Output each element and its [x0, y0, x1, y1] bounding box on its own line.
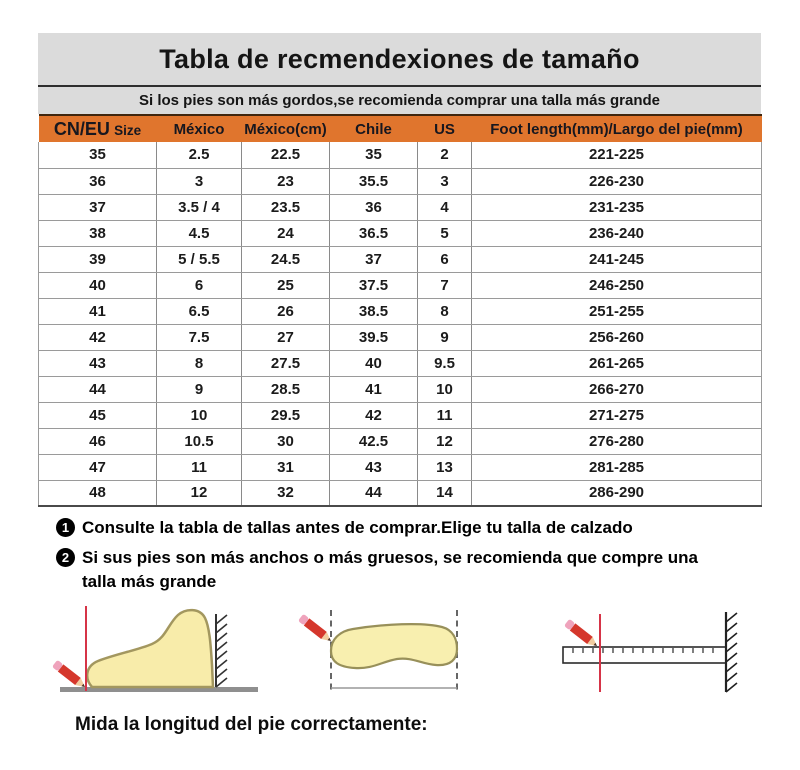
- table-row: [39, 142, 762, 168]
- table-cell: 37: [39, 194, 157, 220]
- wall-hatch-icon: [726, 612, 737, 692]
- table-cell: 2.5: [157, 142, 242, 168]
- table-cell: 281-285: [472, 454, 762, 480]
- table-cell: 14: [418, 480, 472, 506]
- table-cell: 8: [418, 298, 472, 324]
- table-cell: 2: [418, 142, 472, 168]
- table-cell: 35.5: [330, 168, 418, 194]
- subtitle-band: [38, 87, 761, 114]
- table-row: [39, 376, 762, 402]
- header-chile: Chile: [330, 115, 418, 142]
- table-cell: 11: [157, 454, 242, 480]
- ruler: [563, 647, 726, 663]
- size-table-body: [39, 142, 762, 506]
- table-cell: 6: [418, 246, 472, 272]
- header-mexico-cm: México(cm): [242, 115, 330, 142]
- table-cell: 27.5: [242, 350, 330, 376]
- table-cell: 22.5: [242, 142, 330, 168]
- page-title: Tabla de recmendexiones de tamaño: [159, 43, 640, 74]
- table-row: [39, 168, 762, 194]
- table-cell: 37.5: [330, 272, 418, 298]
- table-cell: 3.5 / 4: [157, 194, 242, 220]
- table-row: [39, 350, 762, 376]
- table-row: [39, 298, 762, 324]
- table-cell: 23: [242, 168, 330, 194]
- table-cell: 23.5: [242, 194, 330, 220]
- notes-section: [56, 516, 761, 594]
- table-row: [39, 272, 762, 298]
- table-cell: 9.5: [418, 350, 472, 376]
- table-cell: 32: [242, 480, 330, 506]
- table-cell: 39.5: [330, 324, 418, 350]
- table-cell: 11: [418, 402, 472, 428]
- table-row: [39, 246, 762, 272]
- foot-shape: [87, 610, 213, 687]
- table-cell: 246-250: [472, 272, 762, 298]
- pencil-icon: [298, 614, 334, 645]
- table-cell: 7: [418, 272, 472, 298]
- header-us: US: [418, 115, 472, 142]
- table-cell: 35: [330, 142, 418, 168]
- measurement-illustrations: [38, 600, 761, 704]
- table-cell: 30: [242, 428, 330, 454]
- table-cell: 241-245: [472, 246, 762, 272]
- table-cell: 43: [39, 350, 157, 376]
- size-table: [38, 114, 762, 507]
- table-cell: 41: [39, 298, 157, 324]
- table-cell: 43: [330, 454, 418, 480]
- table-cell: 31: [242, 454, 330, 480]
- table-cell: 42.5: [330, 428, 418, 454]
- table-cell: 12: [418, 428, 472, 454]
- table-cell: 3: [157, 168, 242, 194]
- table-cell: 44: [39, 376, 157, 402]
- table-cell: 24.5: [242, 246, 330, 272]
- table-cell: 231-235: [472, 194, 762, 220]
- table-cell: 24: [242, 220, 330, 246]
- table-cell: 29.5: [242, 402, 330, 428]
- header-cn-eu-size: CN/EU Size: [39, 115, 157, 142]
- table-cell: 35: [39, 142, 157, 168]
- table-cell: 37: [330, 246, 418, 272]
- table-row: [39, 454, 762, 480]
- table-cell: 27: [242, 324, 330, 350]
- table-row: [39, 480, 762, 506]
- table-cell: 46: [39, 428, 157, 454]
- ruler-illustration: [543, 600, 767, 702]
- foot-sole-illustration: [285, 600, 485, 702]
- table-cell: 47: [39, 454, 157, 480]
- title-band: [38, 33, 761, 85]
- note-1-text: Consulte la tabla de tallas antes de comprar.Elige tu talla de calzado: [82, 518, 633, 537]
- table-cell: 39: [39, 246, 157, 272]
- table-cell: 7.5: [157, 324, 242, 350]
- table-cell: 261-265: [472, 350, 762, 376]
- table-cell: 6: [157, 272, 242, 298]
- table-cell: 10: [157, 402, 242, 428]
- table-cell: 28.5: [242, 376, 330, 402]
- table-cell: 6.5: [157, 298, 242, 324]
- note-2-text: Si sus pies son más anchos o más gruesos, se recomienda que compre una talla más grande: [82, 548, 698, 591]
- table-cell: 4: [418, 194, 472, 220]
- table-header-row: [39, 115, 762, 142]
- table-cell: 251-255: [472, 298, 762, 324]
- note-2-number-icon: 2: [56, 548, 75, 567]
- header-foot-length: Foot length(mm)/Largo del pie(mm): [472, 115, 762, 142]
- table-cell: 42: [39, 324, 157, 350]
- table-cell: 12: [157, 480, 242, 506]
- table-cell: 42: [330, 402, 418, 428]
- pencil-icon: [52, 660, 88, 691]
- table-cell: 4.5: [157, 220, 242, 246]
- table-cell: 38: [39, 220, 157, 246]
- table-cell: 48: [39, 480, 157, 506]
- foot-side-illustration: [46, 600, 268, 702]
- wall-hatch-icon: [216, 614, 227, 687]
- table-cell: 9: [418, 324, 472, 350]
- table-cell: 25: [242, 272, 330, 298]
- table-cell: 5: [418, 220, 472, 246]
- table-row: [39, 402, 762, 428]
- table-cell: 44: [330, 480, 418, 506]
- table-cell: 266-270: [472, 376, 762, 402]
- table-row: [39, 324, 762, 350]
- table-cell: 36: [39, 168, 157, 194]
- note-2: [56, 546, 761, 594]
- table-cell: 221-225: [472, 142, 762, 168]
- table-cell: 45: [39, 402, 157, 428]
- table-cell: 41: [330, 376, 418, 402]
- table-cell: 3: [418, 168, 472, 194]
- table-cell: 36: [330, 194, 418, 220]
- table-cell: 36.5: [330, 220, 418, 246]
- table-cell: 226-230: [472, 168, 762, 194]
- table-cell: 38.5: [330, 298, 418, 324]
- table-row: [39, 428, 762, 454]
- table-row: [39, 220, 762, 246]
- table-cell: 236-240: [472, 220, 762, 246]
- table-cell: 5 / 5.5: [157, 246, 242, 272]
- table-cell: 40: [330, 350, 418, 376]
- pencil-icon: [564, 619, 600, 650]
- table-cell: 256-260: [472, 324, 762, 350]
- table-cell: 271-275: [472, 402, 762, 428]
- table-cell: 8: [157, 350, 242, 376]
- table-cell: 40: [39, 272, 157, 298]
- table-cell: 286-290: [472, 480, 762, 506]
- table-cell: 10.5: [157, 428, 242, 454]
- subtitle: Si los pies son más gordos,se recomienda comprar una talla más grande: [138, 92, 660, 109]
- measure-instruction: Mida la longitud del pie correctamente:: [75, 714, 428, 735]
- sole-shape: [331, 624, 457, 668]
- header-mexico: México: [157, 115, 242, 142]
- table-row: [39, 194, 762, 220]
- table-cell: 276-280: [472, 428, 762, 454]
- table-cell: 9: [157, 376, 242, 402]
- table-cell: 13: [418, 454, 472, 480]
- note-1-number-icon: 1: [56, 518, 75, 537]
- table-cell: 10: [418, 376, 472, 402]
- table-cell: 26: [242, 298, 330, 324]
- note-1: [56, 516, 761, 540]
